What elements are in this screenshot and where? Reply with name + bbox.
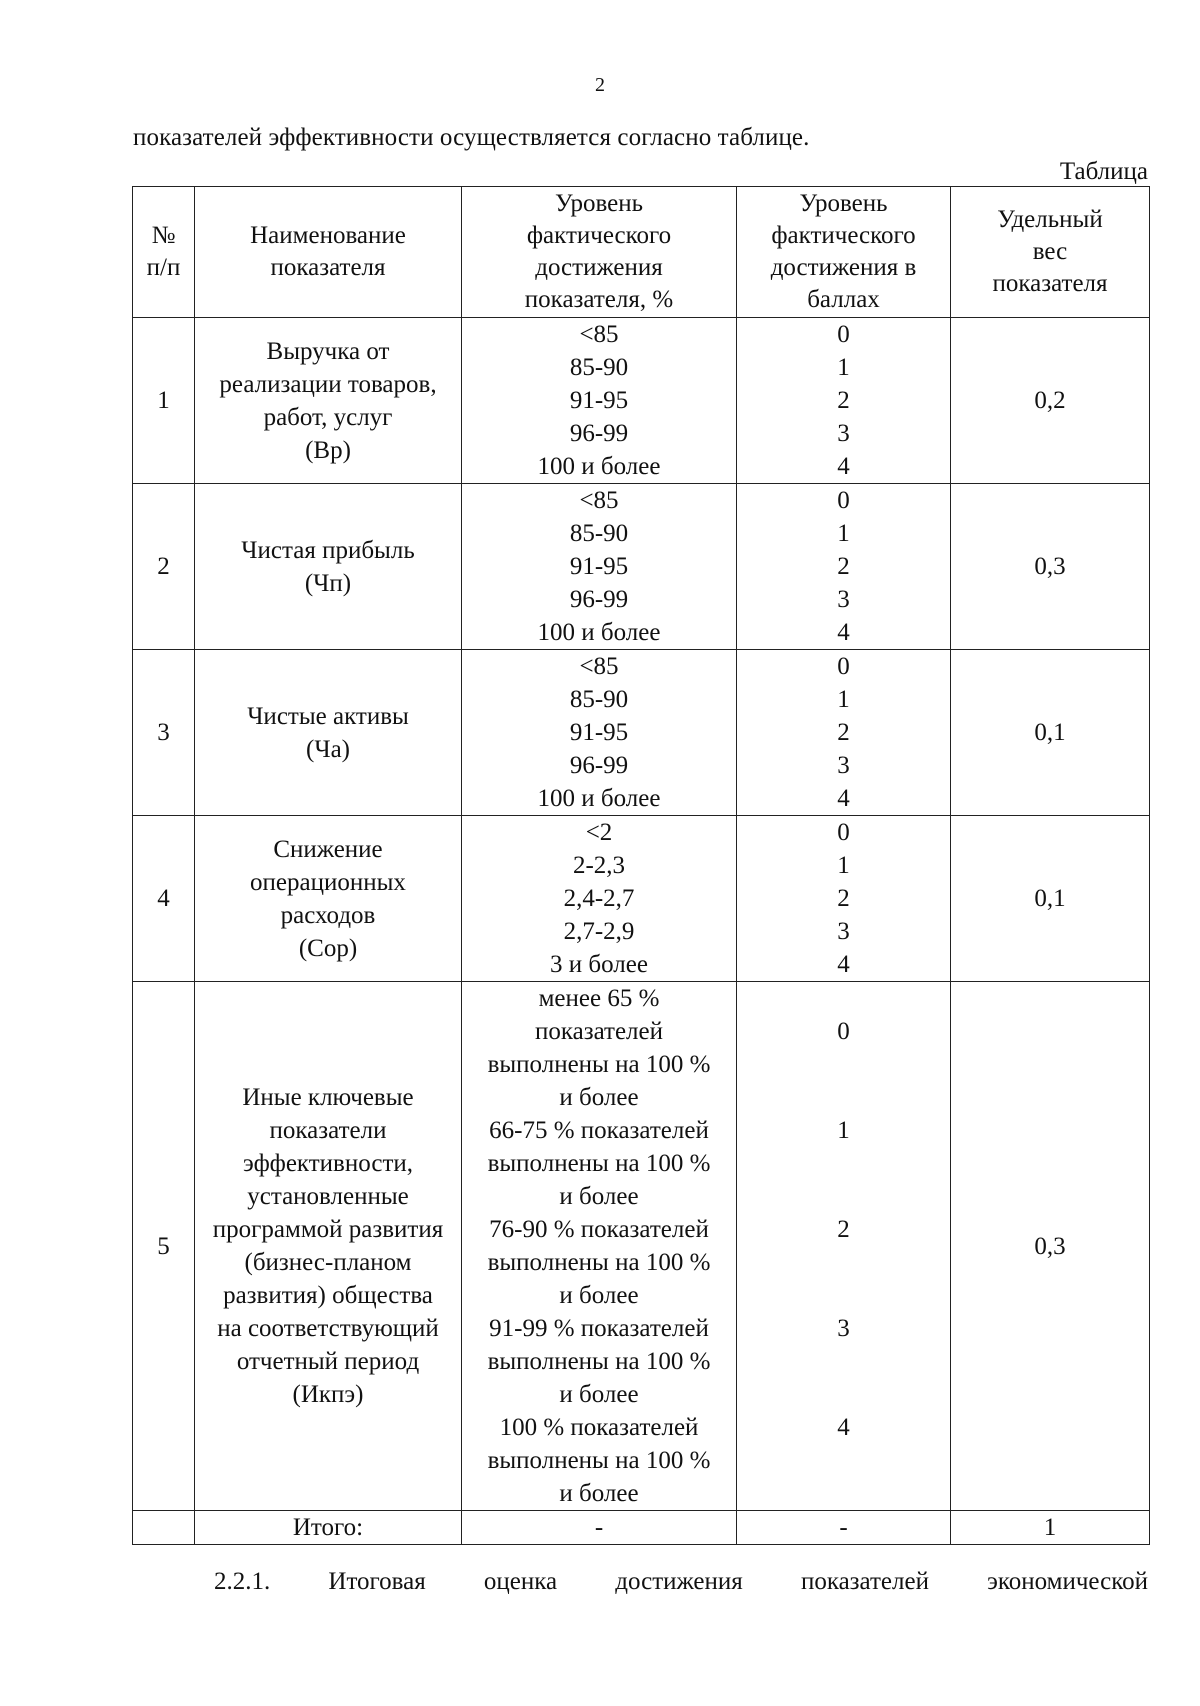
header-level-percent	[462, 187, 737, 318]
level-percent-line: <2	[585, 819, 613, 846]
level-points-line: 1	[837, 520, 850, 547]
level-points-line: 1	[837, 852, 850, 879]
level-percent-line: выполнены на 100 %	[487, 1348, 711, 1375]
indicator-name	[195, 318, 462, 484]
indicator-name	[195, 484, 462, 650]
indicator-weight: 0,1	[951, 650, 1150, 816]
indicator-name-line: Снижение	[273, 835, 383, 863]
level-percent-line: 85-90	[569, 686, 629, 713]
header-line: Уровень	[554, 190, 644, 217]
level-points-line	[737, 1147, 950, 1180]
level-percent-line: <85	[579, 653, 619, 680]
indicator-name	[195, 816, 462, 982]
total-num	[133, 1511, 195, 1545]
level-points-line: 3	[837, 420, 850, 447]
header-line: достижения	[535, 254, 663, 281]
indicator-name-line: Чистая прибыль	[241, 536, 415, 564]
level-points-line	[737, 1345, 950, 1378]
indicator-name	[195, 982, 462, 1511]
level-points-line: 3	[837, 752, 850, 779]
header-line: Уровень	[799, 190, 888, 217]
level-points-line	[737, 1246, 950, 1279]
level-percent	[462, 982, 737, 1511]
level-points-line	[737, 1477, 950, 1510]
row-number: 5	[133, 982, 195, 1511]
indicator-name-line: программой развития	[212, 1216, 444, 1243]
header-line: показателя	[992, 270, 1108, 297]
level-points-line: 4	[837, 785, 850, 812]
indicator-name-line: операционных	[250, 868, 406, 896]
row-number: 4	[133, 816, 195, 982]
level-points-line: 4	[837, 951, 850, 978]
indicator-name-line: отчетный период	[236, 1348, 420, 1375]
level-percent-line: 3 и более	[550, 951, 648, 978]
section-word: достижения	[615, 1568, 743, 1595]
row-number: 2	[133, 484, 195, 650]
level-points-line: 2	[837, 885, 850, 912]
indicator-name	[195, 650, 462, 816]
section-word: показателей	[800, 1568, 929, 1595]
header-line: показателя	[270, 254, 386, 281]
level-percent-line: и более	[559, 1183, 639, 1210]
header-line: фактического	[526, 222, 672, 249]
level-points-line: 0	[837, 321, 850, 348]
header-line: фактического	[771, 222, 916, 249]
page-number: 2	[595, 74, 605, 96]
level-points	[737, 318, 951, 484]
level-points	[737, 650, 951, 816]
kpi-table	[132, 186, 1150, 1545]
level-points-line: 4	[837, 619, 850, 646]
header-weight	[951, 187, 1150, 318]
level-percent-line: показателей	[534, 1018, 664, 1045]
header-line: баллах	[807, 286, 880, 313]
indicator-weight: 0,3	[951, 484, 1150, 650]
indicator-name-line: реализации товаров,	[219, 370, 437, 398]
total-points: -	[737, 1511, 951, 1545]
indicator-name-line: работ, услуг	[263, 403, 393, 431]
header-line: п/п	[146, 254, 181, 281]
level-percent-line: выполнены на 100 %	[487, 1051, 711, 1078]
table-row	[133, 318, 1150, 484]
indicator-name-line: установленные	[247, 1183, 409, 1210]
level-percent-line: <85	[579, 321, 619, 348]
level-percent-line: <85	[579, 487, 619, 514]
level-percent-line: 91-95	[569, 387, 629, 414]
level-percent-line: выполнены на 100 %	[487, 1150, 711, 1177]
table-row	[133, 816, 1150, 982]
level-points-line: 1	[837, 1117, 850, 1144]
table-header-row	[133, 187, 1150, 318]
header-level-points	[737, 187, 951, 318]
header-line: вес	[1032, 238, 1068, 265]
section-word: Итоговая	[328, 1568, 426, 1595]
level-percent-line: 2,7-2,9	[563, 918, 635, 945]
level-percent-line: 85-90	[569, 354, 629, 381]
indicator-name-line: (Сор)	[298, 934, 358, 962]
level-points-line	[737, 1048, 950, 1081]
level-percent-line: и более	[559, 1480, 639, 1507]
level-percent-line: выполнены на 100 %	[487, 1249, 711, 1276]
level-points	[737, 816, 951, 982]
level-percent	[462, 484, 737, 650]
header-name	[195, 187, 462, 318]
level-percent-line: 91-95	[569, 719, 629, 746]
level-points	[737, 484, 951, 650]
indicator-name-line: (бизнес-планом	[244, 1249, 412, 1276]
header-num	[133, 187, 195, 318]
level-percent-line: 100 % показателей	[499, 1414, 699, 1441]
level-points-line: 1	[837, 354, 850, 381]
level-percent-line: 2-2,3	[572, 852, 626, 879]
level-points-line: 1	[837, 686, 850, 713]
header-line: Удельный	[997, 206, 1103, 233]
level-percent	[462, 816, 737, 982]
level-percent	[462, 650, 737, 816]
level-points-line: 0	[837, 819, 850, 846]
table-caption: Таблица	[1059, 158, 1148, 185]
level-points-line	[737, 982, 950, 1015]
level-percent-line: менее 65 %	[538, 985, 660, 1012]
level-points	[737, 982, 951, 1511]
level-percent-line: 100 и более	[537, 453, 661, 480]
level-percent-line: и более	[559, 1282, 639, 1309]
level-points-line: 2	[837, 1216, 850, 1243]
level-points-line	[737, 1279, 950, 1312]
level-percent-line: и более	[559, 1381, 639, 1408]
level-percent-line: 100 и более	[537, 785, 661, 812]
indicator-name-line: расходов	[280, 901, 376, 929]
total-row	[133, 1511, 1150, 1545]
level-percent-line: 96-99	[569, 752, 629, 779]
total-weight: 1	[951, 1511, 1150, 1545]
row-number: 1	[133, 318, 195, 484]
table-row	[133, 650, 1150, 816]
section-word: экономической	[987, 1568, 1148, 1595]
table-row	[133, 982, 1150, 1511]
level-points-line: 2	[837, 387, 850, 414]
level-percent-line: и более	[559, 1084, 639, 1111]
indicator-name-line: (Чп)	[304, 569, 352, 597]
level-percent-line: 91-95	[569, 553, 629, 580]
indicator-name-line: Выручка от	[266, 337, 390, 365]
level-points-line: 2	[837, 719, 850, 746]
indicator-name-line: (Вр)	[305, 436, 351, 464]
intro-text: показателей эффективности осуществляется согласно таблице.	[133, 124, 810, 151]
level-percent-line: 85-90	[569, 520, 629, 547]
indicator-name-line: показатели	[269, 1117, 387, 1144]
level-points-line: 3	[837, 918, 850, 945]
level-percent-line: 76-90 % показателей	[489, 1216, 709, 1243]
header-line: Наименование	[250, 222, 406, 249]
level-points-line: 2	[837, 553, 850, 580]
header-line: показателя, %	[524, 286, 674, 313]
level-percent-line: 66-75 % показателей	[489, 1117, 709, 1144]
level-percent-line: 2,4-2,7	[563, 885, 635, 912]
indicator-weight: 0,1	[951, 816, 1150, 982]
level-points-line	[737, 1081, 950, 1114]
indicator-weight: 0,3	[951, 982, 1150, 1511]
level-percent-line: 91-99 % показателей	[489, 1315, 709, 1342]
header-line: №	[151, 222, 176, 249]
level-points-line: 0	[837, 487, 850, 514]
level-points-line: 3	[837, 1315, 850, 1342]
total-level: -	[462, 1511, 737, 1545]
section-heading-2-2-1	[214, 1568, 1148, 1596]
level-points-line: 4	[837, 1414, 850, 1441]
table-row	[133, 484, 1150, 650]
indicator-name-line: на соответствующий	[217, 1315, 439, 1342]
section-word: оценка	[483, 1568, 558, 1595]
level-points-line	[737, 1444, 950, 1477]
indicator-name-line: (Икпэ)	[292, 1381, 364, 1408]
level-percent-line: выполнены на 100 %	[487, 1447, 711, 1474]
section-word: 2.2.1.	[214, 1568, 271, 1595]
level-percent-line: 96-99	[569, 586, 629, 613]
level-points-line: 0	[837, 653, 850, 680]
indicator-name-line: Чистые активы	[247, 702, 409, 730]
indicator-name-line: развития) общества	[223, 1282, 433, 1309]
level-points-line: 0	[837, 1018, 850, 1045]
indicator-name-line: (Ча)	[306, 735, 350, 763]
total-label: Итого:	[195, 1511, 462, 1545]
level-points-line	[737, 1378, 950, 1411]
level-percent-line: 100 и более	[537, 619, 661, 646]
indicator-weight: 0,2	[951, 318, 1150, 484]
indicator-name-line: эффективности,	[242, 1150, 413, 1177]
level-percent-line: 96-99	[569, 420, 629, 447]
level-percent	[462, 318, 737, 484]
header-line: достижения в	[770, 254, 917, 281]
indicator-name-line: Иные ключевые	[242, 1084, 414, 1111]
level-points-line: 4	[837, 453, 850, 480]
level-points-line: 3	[837, 586, 850, 613]
row-number: 3	[133, 650, 195, 816]
level-points-line	[737, 1180, 950, 1213]
